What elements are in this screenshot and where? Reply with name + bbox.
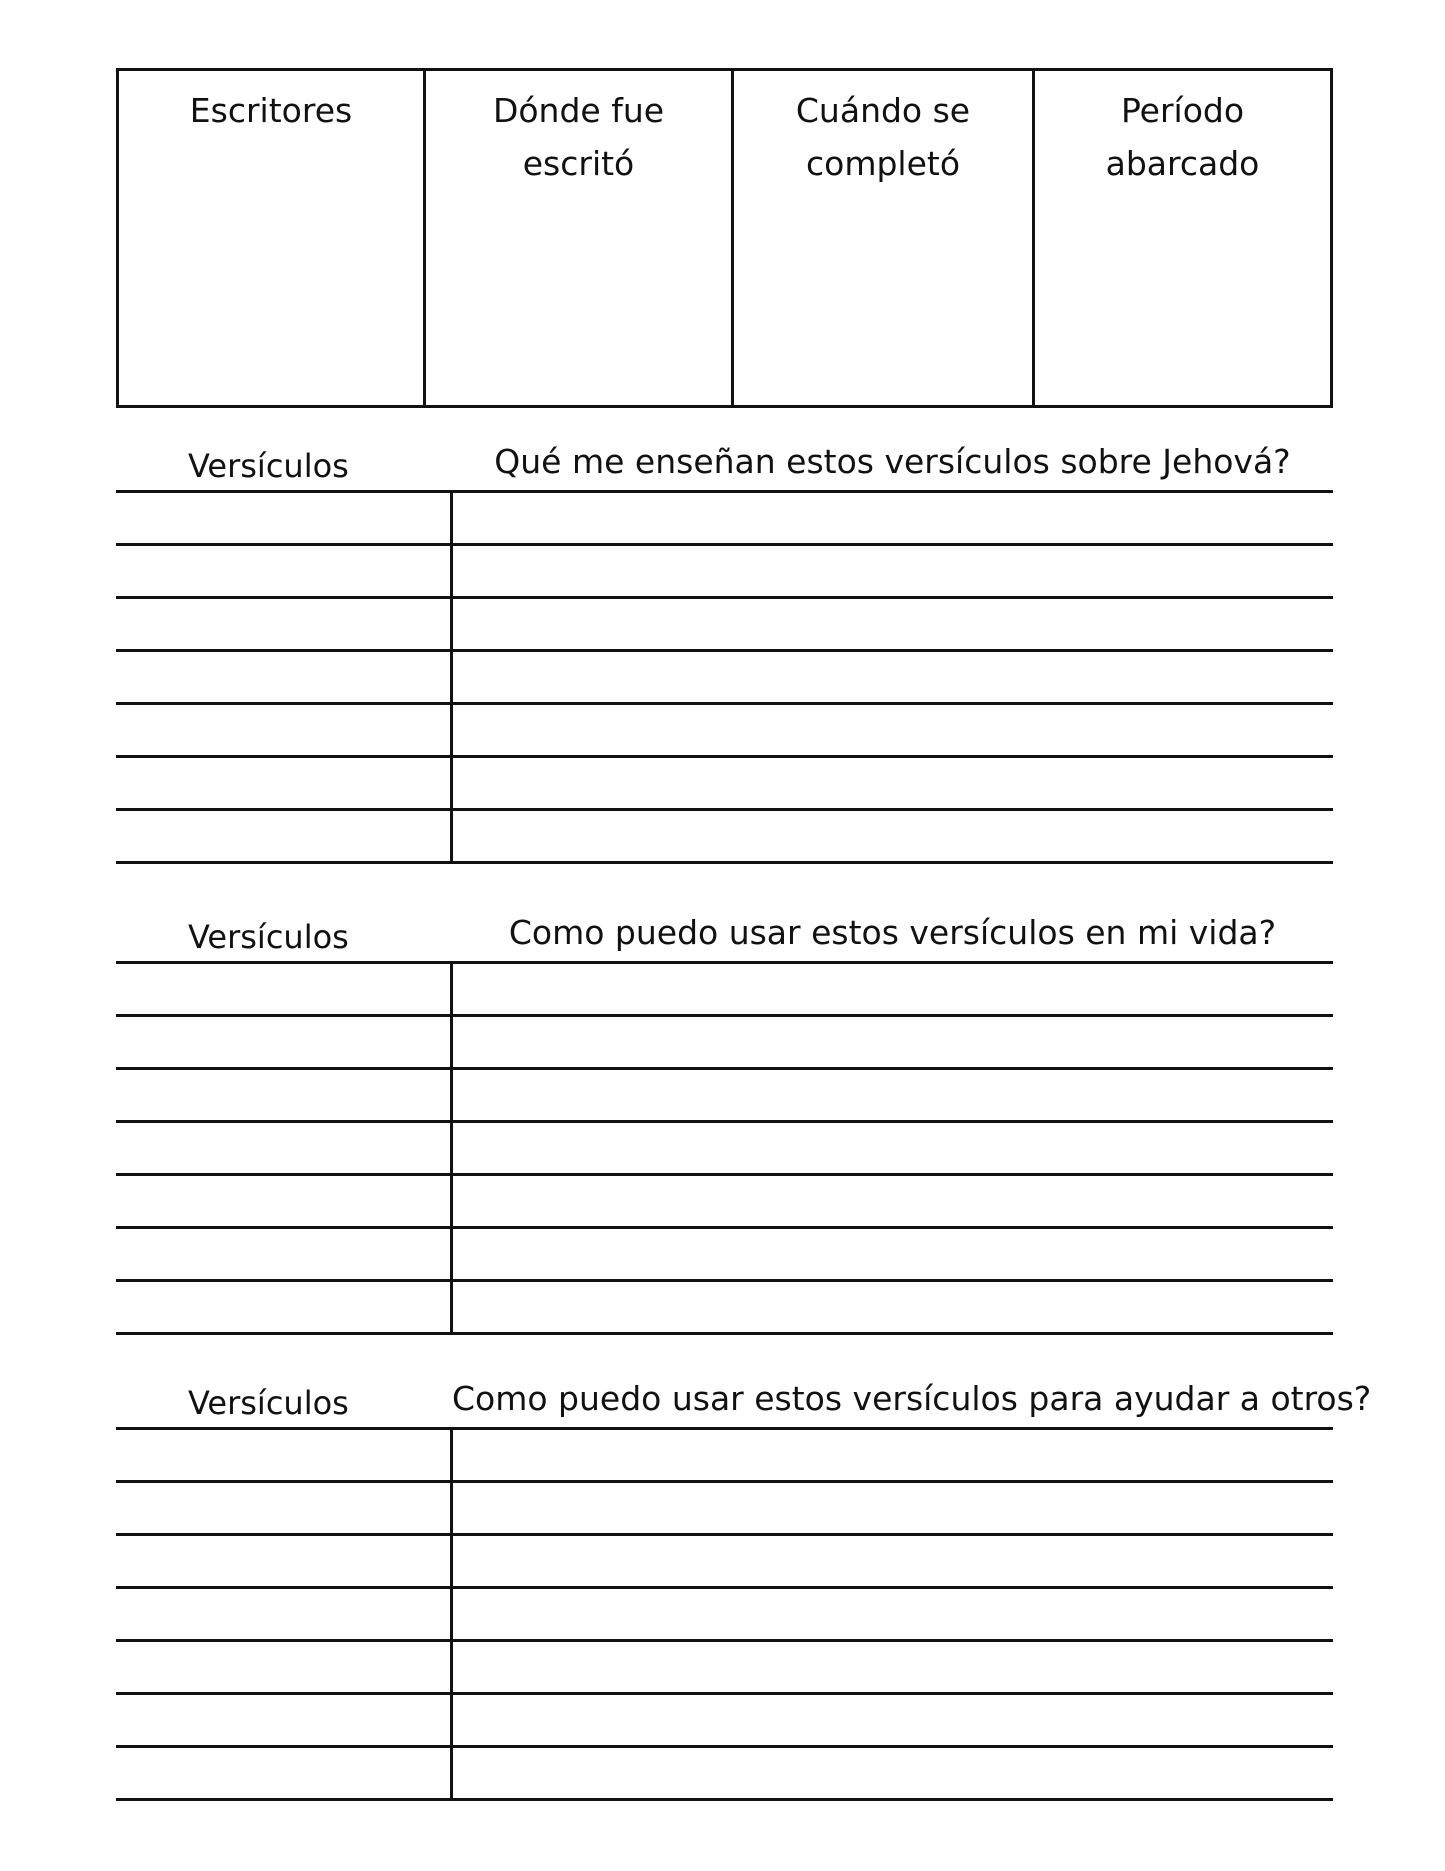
verse-entry-cell[interactable] — [116, 1070, 450, 1120]
when-completed-column[interactable] — [734, 71, 1035, 405]
verse-entry-cell[interactable] — [116, 1430, 450, 1480]
answer-entry-cell[interactable] — [453, 1282, 1333, 1332]
writers-header: Escritores — [189, 91, 353, 130]
answer-entry-cell[interactable] — [453, 1536, 1333, 1586]
answer-entry-cell[interactable] — [453, 1017, 1333, 1067]
verse-entry-cell[interactable] — [116, 1017, 450, 1067]
where-written-column[interactable] — [426, 71, 734, 405]
answer-entry-cell[interactable] — [453, 1642, 1333, 1692]
answer-entry-cell[interactable] — [453, 1229, 1333, 1279]
ruled-line — [116, 1798, 1333, 1801]
answer-entry-cell[interactable] — [453, 1070, 1333, 1120]
writing-lines[interactable] — [116, 961, 1333, 1334]
verses-label: Versículos — [188, 1384, 349, 1422]
verse-entry-cell[interactable] — [116, 599, 450, 649]
verse-entry-cell[interactable] — [116, 1748, 450, 1798]
answer-entry-cell[interactable] — [453, 964, 1333, 1014]
verse-entry-cell[interactable] — [116, 1695, 450, 1745]
section-question: Como puedo usar estos versículos en mi vida? — [508, 913, 1277, 952]
answer-entry-cell[interactable] — [453, 811, 1333, 861]
verse-entry-cell[interactable] — [116, 1589, 450, 1639]
answer-entry-cell[interactable] — [453, 1695, 1333, 1745]
verse-entry-cell[interactable] — [116, 705, 450, 755]
answer-entry-cell[interactable] — [453, 599, 1333, 649]
answer-entry-cell[interactable] — [453, 1430, 1333, 1480]
ruled-line — [116, 1332, 1333, 1335]
answer-entry-cell[interactable] — [453, 1748, 1333, 1798]
when-completed-header: Cuándo se completó — [795, 91, 971, 183]
section-question: Como puedo usar estos versículos para ayudar a otros? — [452, 1379, 1372, 1418]
answer-entry-cell[interactable] — [453, 493, 1333, 543]
time-covered-column[interactable] — [1035, 71, 1330, 405]
verse-entry-cell[interactable] — [116, 811, 450, 861]
writing-lines[interactable] — [116, 1427, 1333, 1800]
column-divider — [450, 961, 453, 1332]
verse-entry-cell[interactable] — [116, 493, 450, 543]
answer-entry-cell[interactable] — [453, 1589, 1333, 1639]
verse-entry-cell[interactable] — [116, 1483, 450, 1533]
column-divider — [450, 490, 453, 861]
verse-entry-cell[interactable] — [116, 1536, 450, 1586]
verse-entry-cell[interactable] — [116, 1282, 450, 1332]
verses-label: Versículos — [188, 918, 349, 956]
answer-entry-cell[interactable] — [453, 1176, 1333, 1226]
writers-column[interactable] — [119, 71, 426, 405]
verse-entry-cell[interactable] — [116, 1229, 450, 1279]
answer-entry-cell[interactable] — [453, 652, 1333, 702]
verse-entry-cell[interactable] — [116, 1176, 450, 1226]
verses-label: Versículos — [188, 447, 349, 485]
answer-entry-cell[interactable] — [453, 1123, 1333, 1173]
column-divider — [450, 1427, 453, 1798]
answer-entry-cell[interactable] — [453, 758, 1333, 808]
answer-entry-cell[interactable] — [453, 705, 1333, 755]
verse-entry-cell[interactable] — [116, 964, 450, 1014]
ruled-line — [116, 861, 1333, 864]
verse-entry-cell[interactable] — [116, 1123, 450, 1173]
where-written-header: Dónde fue escritó — [492, 91, 665, 183]
verse-entry-cell[interactable] — [116, 758, 450, 808]
verse-entry-cell[interactable] — [116, 1642, 450, 1692]
book-info-table — [116, 68, 1333, 408]
section-question: Qué me enseñan estos versículos sobre Jehová? — [494, 442, 1291, 481]
answer-entry-cell[interactable] — [453, 546, 1333, 596]
answer-entry-cell[interactable] — [453, 1483, 1333, 1533]
verse-entry-cell[interactable] — [116, 652, 450, 702]
writing-lines[interactable] — [116, 490, 1333, 863]
time-covered-header: Período abarcado — [1105, 91, 1260, 183]
verse-entry-cell[interactable] — [116, 546, 450, 596]
